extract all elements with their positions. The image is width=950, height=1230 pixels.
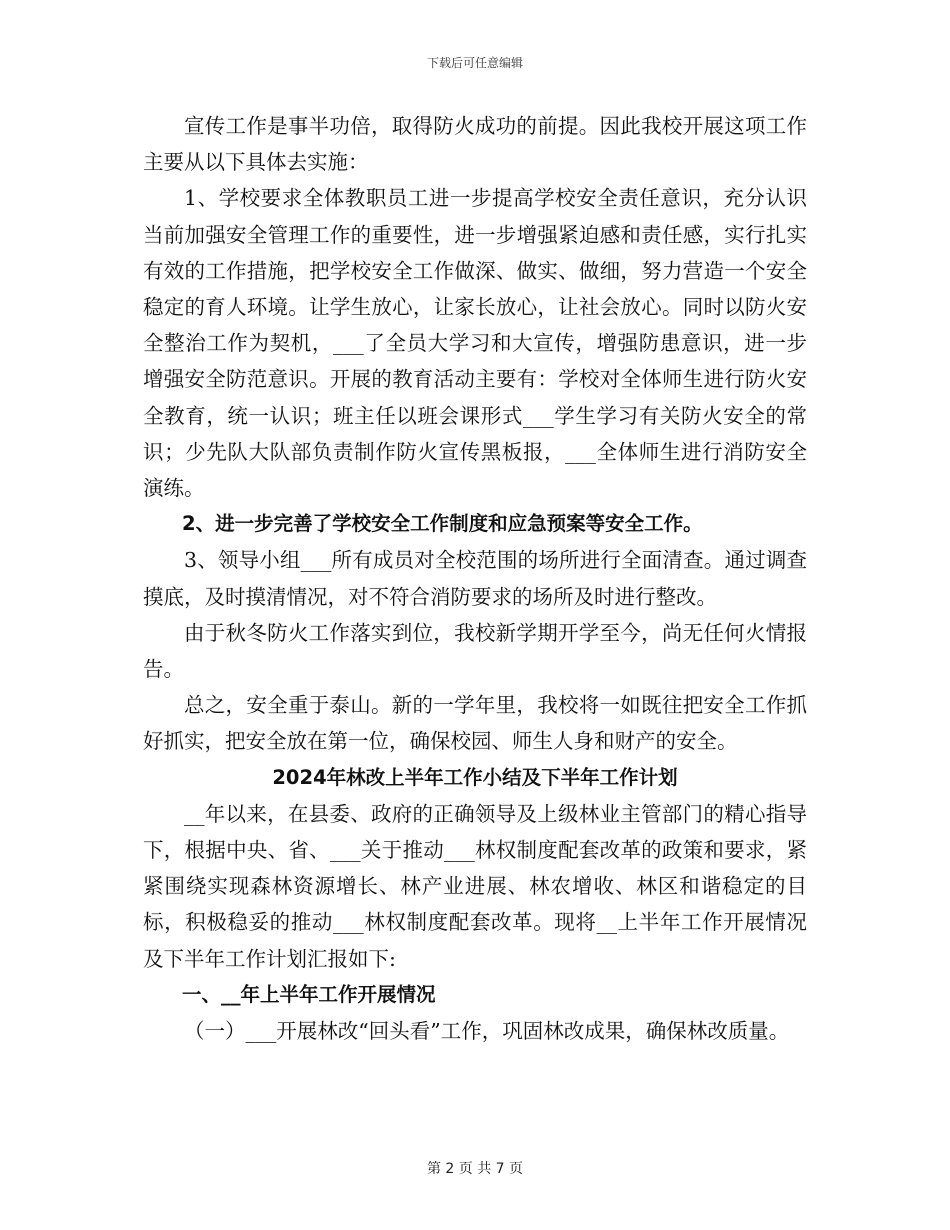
paragraph-summary: 总之，安全重于泰山。新的一学年里，我校将一如既往把安全工作抓好抓实，把安全放在第一位，确保校园、师生人身和财产的安全。 <box>143 693 807 754</box>
paragraph-intro: __年以来，在县委、政府的正确领导及上级林业主管部门的精心指导下，根据中央、省、___关于推动___林权制度配套改革的政策和要求，紧紧围绕实现森林资源增长、林产业进展、林农增收、林区和谐稳定的目标，积极稳妥的推动___林权制度配套改革。现将__上半年工作开展情况及下半年工作计划汇报如下: <box>143 801 807 971</box>
subsection-1: （一）___开展林改“回头看”工作，巩固林改成果，确保林改质量。 <box>184 1019 790 1044</box>
paragraph-item-3: 3、领导小组___所有成员对全校范围的场所进行全面清查。通过调查摸底，及时摸清情况，对不符合消防要求的场所及时进行整改。 <box>143 548 807 609</box>
paragraph-item-2: 2、进一步完善了学校安全工作制度和应急预案等安全工作。 <box>182 512 703 536</box>
paragraph-result: 由于秋冬防火工作落实到位，我校新学期开学至今，尚无任何火情报告。 <box>143 620 807 682</box>
page-number: 第 2 页 共 7 页 <box>426 1161 524 1177</box>
document-body <box>143 108 807 1049</box>
page-header: 下载后可任意编辑 <box>426 56 523 70</box>
paragraph-item-1: 1、学校要求全体教职员工进一步提高学校安全责任意识，充分认识当前加强安全管理工作的重要性，进一步增强紧迫感和责任感，实行扎实有效的工作措施，把学校安全工作做深、做实、做细，努力营造一个安全稳定的育人环境。让学生放心，让家长放心，让社会放心。同时以防火安全整治工作为契机，___了全员大学习和大宣传，增强防患意识，进一步增强安全防范意识。开展的教育活动主要有：学校对全体师生进行防火安全教育，统一认识；班主任以班会课形式___学生学习有关防火安全的常识；少先队大队部负责制作防火宣传黑板报，___全体师生进行消防安全演练。 <box>143 186 807 501</box>
section-heading-1: 一、__年上半年工作开展情况 <box>182 982 436 1006</box>
section-title: 2024年林改上半年工作小结及下半年工作计划 <box>272 765 678 789</box>
paragraph-publicity: 宣传工作是事半功倍，取得防火成功的前提。因此我校开展这项工作主要从以下具体去实施： <box>143 114 807 175</box>
